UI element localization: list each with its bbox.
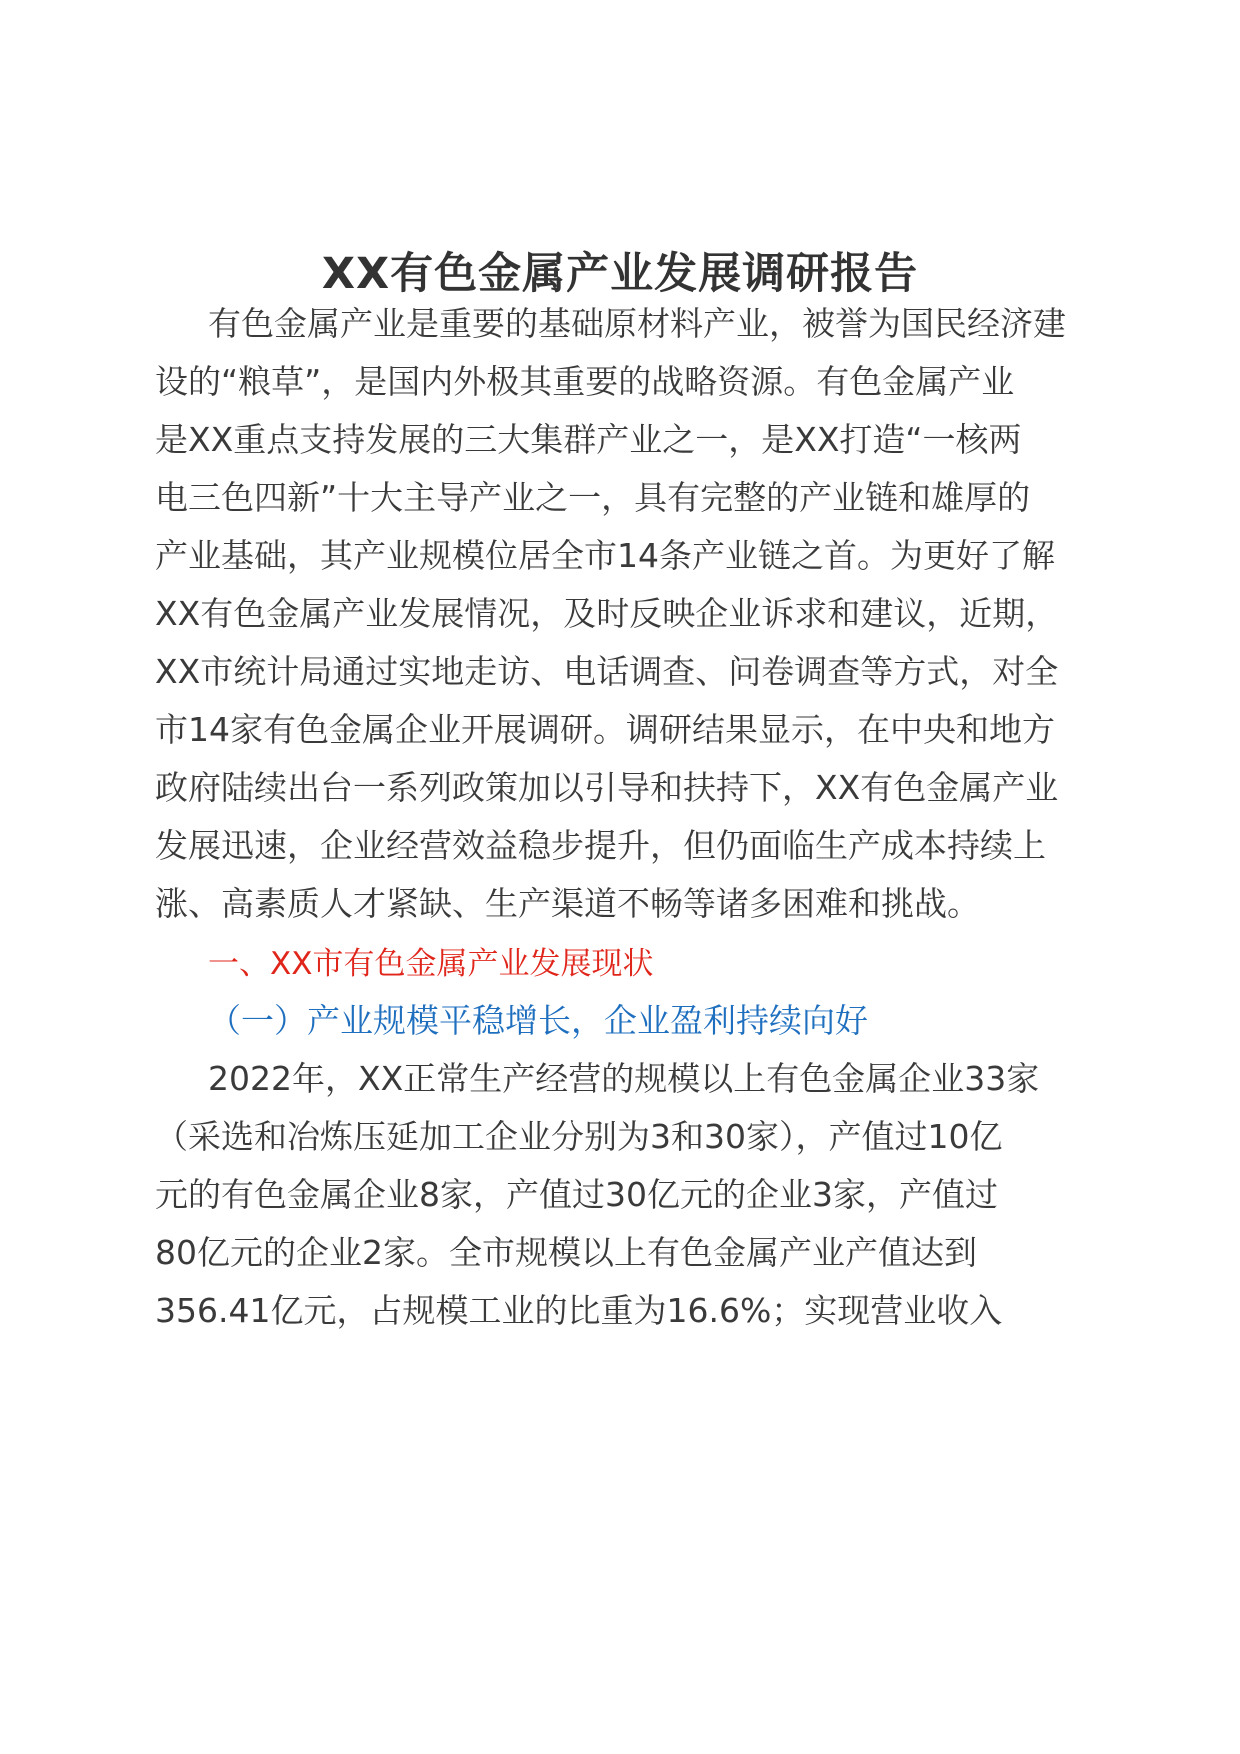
intro-line: 产业基础，其产业规模位居全市14条产业链之首。为更好了解 xyxy=(155,536,1055,575)
body-line: 2022年，XX正常生产经营的规模以上有色金属企业33家 xyxy=(208,1059,1040,1098)
intro-line: XX有色金属产业发展情况，及时反映企业诉求和建议，近期， xyxy=(155,594,1059,633)
intro-line: 发展迅速，企业经营效益稳步提升，但仍面临生产成本持续上 xyxy=(155,826,1046,865)
document-title: XX有色金属产业发展调研报告 xyxy=(321,249,919,299)
section-heading: 一、XX市有色金属产业发展现状 xyxy=(208,946,654,982)
intro-line: 有色金属产业是重要的基础原材料产业，被誉为国民经济建 xyxy=(208,304,1066,343)
body-line: 356.41亿元，占规模工业的比重为16.6%；实现营业收入 xyxy=(155,1291,1003,1330)
body-line: 元的有色金属企业8家，产值过30亿元的企业3家，产值过 xyxy=(155,1175,998,1214)
intro-line: XX市统计局通过实地走访、电话调查、问卷调查等方式，对全 xyxy=(155,652,1059,691)
intro-line: 涨、高素质人才紧缺、生产渠道不畅等诸多困难和挑战。 xyxy=(155,884,980,923)
intro-line: 是XX重点支持发展的三大集群产业之一，是XX打造“一核两 xyxy=(155,420,1022,459)
intro-line: 市14家有色金属企业开展调研。调研结果显示，在中央和地方 xyxy=(155,710,1055,749)
subsection-heading: （一）产业规模平稳增长，企业盈利持续向好 xyxy=(208,1001,868,1040)
body-line: 80亿元的企业2家。全市规模以上有色金属产业产值达到 xyxy=(155,1233,977,1272)
intro-line: 电三色四新”十大主导产业之一，具有完整的产业链和雄厚的 xyxy=(155,478,1031,517)
body-line: （采选和冶炼压延加工企业分别为3和30家），产值过10亿 xyxy=(155,1117,1003,1156)
intro-line: 政府陆续出台一系列政策加以引导和扶持下，XX有色金属产业 xyxy=(155,768,1059,807)
intro-line: 设的“粮草”，是国内外极其重要的战略资源。有色金属产业 xyxy=(155,362,1015,401)
